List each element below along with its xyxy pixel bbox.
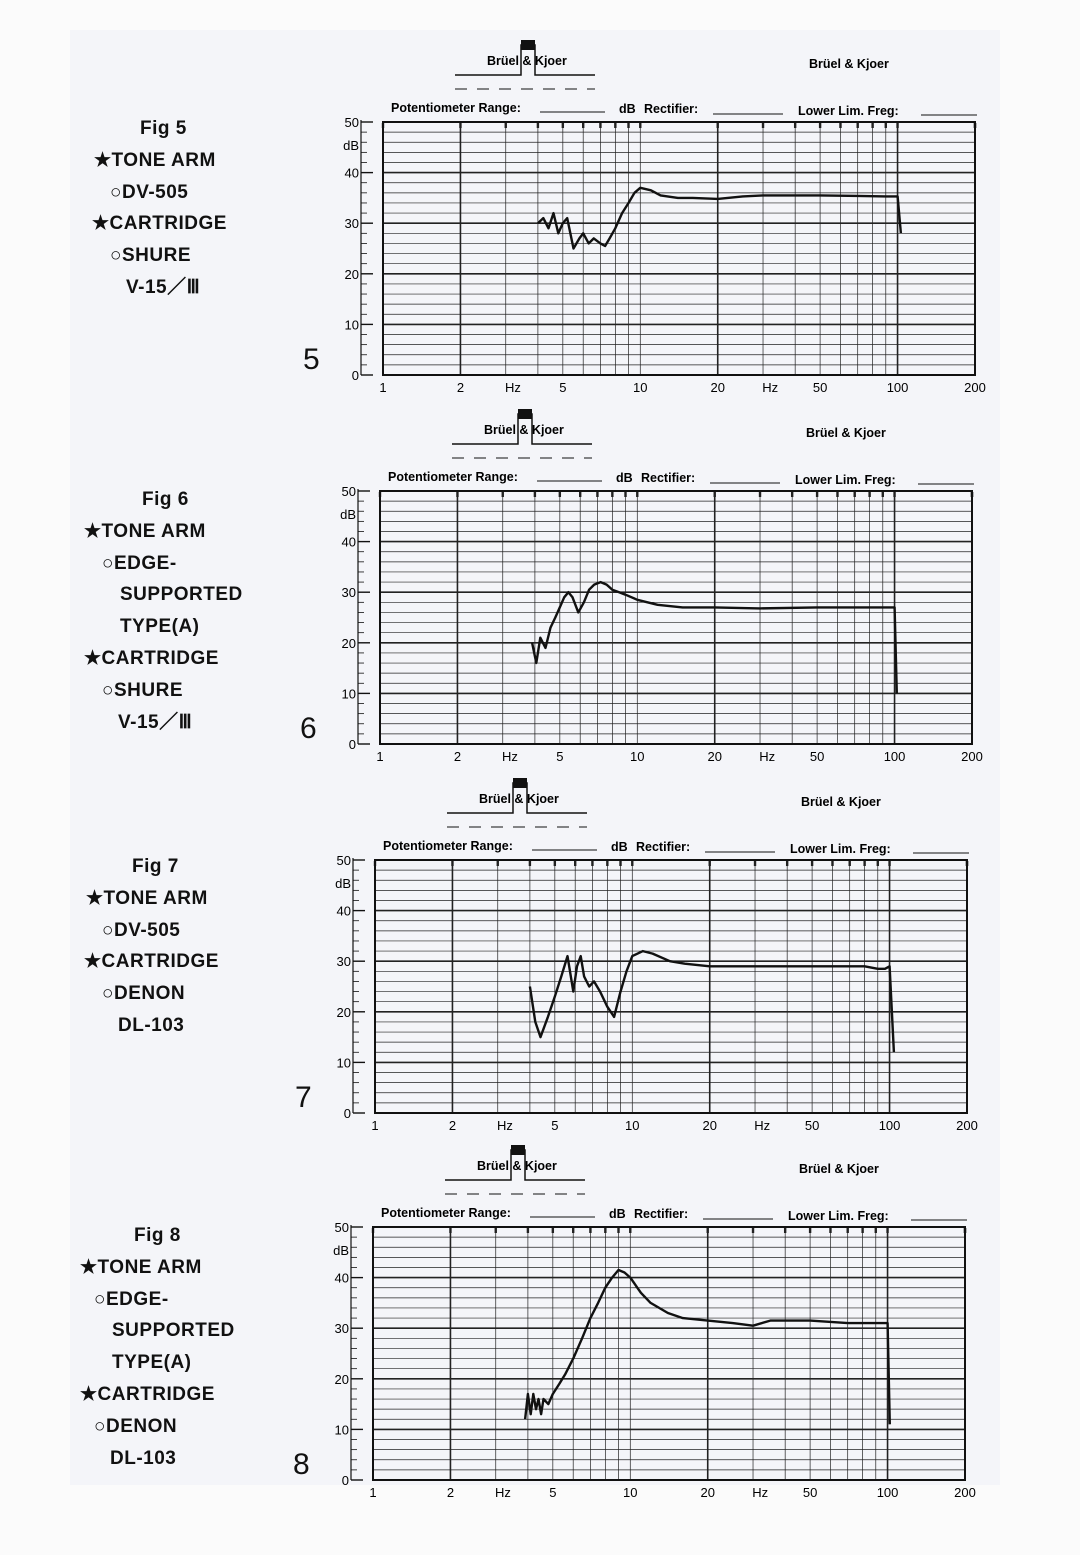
db-label: dB [616, 471, 633, 485]
figure-block [0, 738, 1080, 1133]
y-axis [333, 1220, 363, 1488]
y-tick-label: 20 [336, 1004, 351, 1020]
potentiometer-label: Potentiometer Range: [383, 839, 513, 853]
x-tick-label: Hz [502, 749, 518, 764]
y-axis [340, 484, 370, 752]
frequency-response-chart [0, 369, 1080, 769]
y-axis [335, 853, 365, 1121]
x-tick-label: 50 [804, 1118, 820, 1133]
x-tick-label: 200 [956, 1118, 978, 1133]
x-tick-label: 5 [556, 749, 564, 764]
x-tick-label: Hz [505, 380, 521, 395]
figure-label: Fig 7 [132, 856, 179, 877]
x-tick-label: 10 [623, 1485, 638, 1500]
brand-left: Brüel & Kjoer [477, 1159, 557, 1173]
legend-line: ★CARTRIDGE [92, 213, 227, 235]
figure-block [0, 369, 1080, 764]
x-tick-label: Hz [497, 1118, 513, 1133]
figure-block [0, 1105, 1080, 1500]
x-tick-label: 2 [446, 1485, 455, 1500]
y-tick-label: 50 [341, 484, 356, 499]
db-label: dB [611, 840, 628, 854]
db-label: dB [609, 1207, 626, 1221]
rectifier-label: Rectifier: [636, 840, 691, 854]
rectifier-label: Rectifier: [641, 471, 696, 485]
y-tick-label: 30 [341, 585, 356, 601]
figure-number: 5 [303, 343, 320, 376]
legend-line: ○EDGE- [94, 1288, 169, 1310]
y-tick-label: 20 [341, 635, 356, 651]
x-tick-label: 10 [633, 380, 648, 395]
x-tick-label: 200 [961, 749, 983, 764]
figure-number: 8 [293, 1448, 310, 1481]
potentiometer-label: Potentiometer Range: [381, 1206, 511, 1220]
x-tick-label: Hz [495, 1485, 511, 1500]
brand-right: Brüel & Kjoer [806, 426, 886, 440]
pulse-marker [521, 40, 535, 50]
y-unit-label: dB [333, 1242, 349, 1258]
x-tick-label: 20 [707, 749, 722, 764]
legend-line: V-15／Ⅲ [118, 711, 193, 733]
x-tick-label: 5 [551, 1118, 559, 1133]
y-tick-label: 0 [351, 368, 359, 383]
legend-line: ○SHURE [102, 679, 183, 701]
y-axis [343, 115, 373, 383]
x-tick-label: 20 [702, 1118, 717, 1133]
y-tick-label: 40 [336, 903, 351, 919]
legend-line: ○DENON [94, 1415, 178, 1437]
x-tick-label: 5 [559, 380, 567, 395]
brand-left: Brüel & Kjoer [484, 423, 564, 437]
x-tick-label: 50 [809, 749, 825, 764]
x-tick-label: 2 [453, 749, 462, 764]
y-tick-label: 30 [344, 216, 359, 232]
lower-lim-label: Lower Lim. Freg: [795, 473, 896, 487]
chart-grid [374, 860, 968, 1113]
legend-line: ○DENON [102, 983, 186, 1005]
legend-line: ★CARTRIDGE [84, 951, 219, 973]
x-tick-label: 1 [369, 1485, 377, 1500]
response-curve [538, 188, 901, 249]
rectifier-label: Rectifier: [644, 102, 699, 116]
y-tick-label: 40 [341, 534, 356, 550]
x-tick-label: 100 [876, 1485, 899, 1500]
figure-label: Fig 5 [140, 118, 187, 139]
legend-line: ○SHURE [110, 245, 191, 267]
x-tick-label: 1 [379, 380, 387, 395]
legend-line: ★CARTRIDGE [80, 1383, 215, 1405]
chart-grid [372, 1227, 966, 1480]
lower-lim-label: Lower Lim. Freg: [790, 842, 891, 856]
chart-grid [379, 491, 973, 744]
y-unit-label: dB [335, 875, 351, 891]
x-tick-label: 100 [886, 380, 909, 395]
legend-line: V-15／Ⅲ [126, 276, 201, 298]
figure-label: Fig 6 [142, 489, 189, 510]
x-tick-label: 50 [802, 1485, 818, 1500]
y-tick-label: 10 [336, 1055, 351, 1071]
figure-number: 7 [295, 1081, 312, 1114]
legend-line: SUPPORTED [112, 1320, 235, 1342]
x-tick-label: 100 [878, 1118, 901, 1133]
legend-line: TYPE(A) [120, 616, 200, 638]
y-tick-label: 40 [344, 165, 359, 181]
legend-line: DL-103 [118, 1014, 185, 1036]
brand-left: Brüel & Kjoer [487, 54, 567, 68]
x-tick-label: 200 [964, 380, 986, 395]
figure-block [0, 0, 1080, 395]
y-tick-label: 0 [341, 1473, 349, 1488]
legend-line: ★TONE ARM [84, 520, 206, 542]
y-tick-label: 10 [334, 1422, 349, 1438]
lower-lim-label: Lower Lim. Freg: [788, 1209, 889, 1223]
y-tick-label: 10 [344, 317, 359, 333]
y-tick-label: 20 [344, 266, 359, 282]
y-tick-label: 0 [343, 1106, 351, 1121]
y-tick-label: 50 [344, 115, 359, 130]
legend-line: TYPE(A) [112, 1352, 192, 1374]
lower-lim-label: Lower Lim. Freg: [798, 104, 899, 118]
frequency-response-chart [0, 0, 1080, 400]
brand-right: Brüel & Kjoer [809, 57, 889, 71]
legend-line: ○DV-505 [110, 181, 189, 203]
x-tick-label: Hz [759, 749, 776, 764]
x-tick-label: Hz [754, 1118, 771, 1133]
x-tick-label: 2 [448, 1118, 457, 1133]
potentiometer-label: Potentiometer Range: [388, 470, 518, 484]
pulse-marker [518, 409, 532, 419]
legend-line: ★CARTRIDGE [84, 647, 219, 669]
x-tick-label: 10 [625, 1118, 640, 1133]
y-unit-label: dB [340, 506, 356, 522]
legend-line: ★TONE ARM [94, 149, 216, 171]
x-tick-label: 10 [630, 749, 645, 764]
pulse-marker [511, 1145, 525, 1155]
legend-line: ★TONE ARM [86, 887, 208, 909]
x-tick-label: 20 [710, 380, 725, 395]
legend-line: SUPPORTED [120, 584, 243, 606]
frequency-response-chart [0, 1105, 1080, 1505]
x-tick-label: 200 [954, 1485, 976, 1500]
x-tick-label: 100 [883, 749, 906, 764]
y-tick-label: 0 [348, 737, 356, 752]
figure-label: Fig 8 [134, 1225, 181, 1246]
rectifier-label: Rectifier: [634, 1207, 689, 1221]
db-label: dB [619, 102, 636, 116]
figure-number: 6 [300, 712, 317, 745]
potentiometer-label: Potentiometer Range: [391, 101, 521, 115]
x-tick-label: 50 [812, 380, 828, 395]
x-tick-label: Hz [762, 380, 779, 395]
x-tick-label: Hz [752, 1485, 769, 1500]
x-tick-label: 2 [456, 380, 465, 395]
y-tick-label: 50 [334, 1220, 349, 1235]
chart-grid [382, 122, 976, 375]
x-tick-label: 20 [700, 1485, 715, 1500]
brand-left: Brüel & Kjoer [479, 792, 559, 806]
frequency-response-chart [0, 738, 1080, 1138]
brand-right: Brüel & Kjoer [801, 795, 881, 809]
y-tick-label: 50 [336, 853, 351, 868]
legend-line: ○DV-505 [102, 919, 181, 941]
legend-line: DL-103 [110, 1447, 177, 1469]
y-tick-label: 30 [334, 1321, 349, 1337]
y-tick-label: 40 [334, 1270, 349, 1286]
y-unit-label: dB [343, 137, 359, 153]
legend-line: ★TONE ARM [80, 1256, 202, 1278]
x-tick-label: 1 [371, 1118, 379, 1133]
x-tick-label: 1 [376, 749, 384, 764]
brand-right: Brüel & Kjoer [799, 1162, 879, 1176]
y-tick-label: 10 [341, 686, 356, 702]
pulse-marker [513, 778, 527, 788]
x-tick-label: 5 [549, 1485, 557, 1500]
y-tick-label: 20 [334, 1371, 349, 1387]
y-tick-label: 30 [336, 954, 351, 970]
legend-line: ○EDGE- [102, 552, 177, 574]
